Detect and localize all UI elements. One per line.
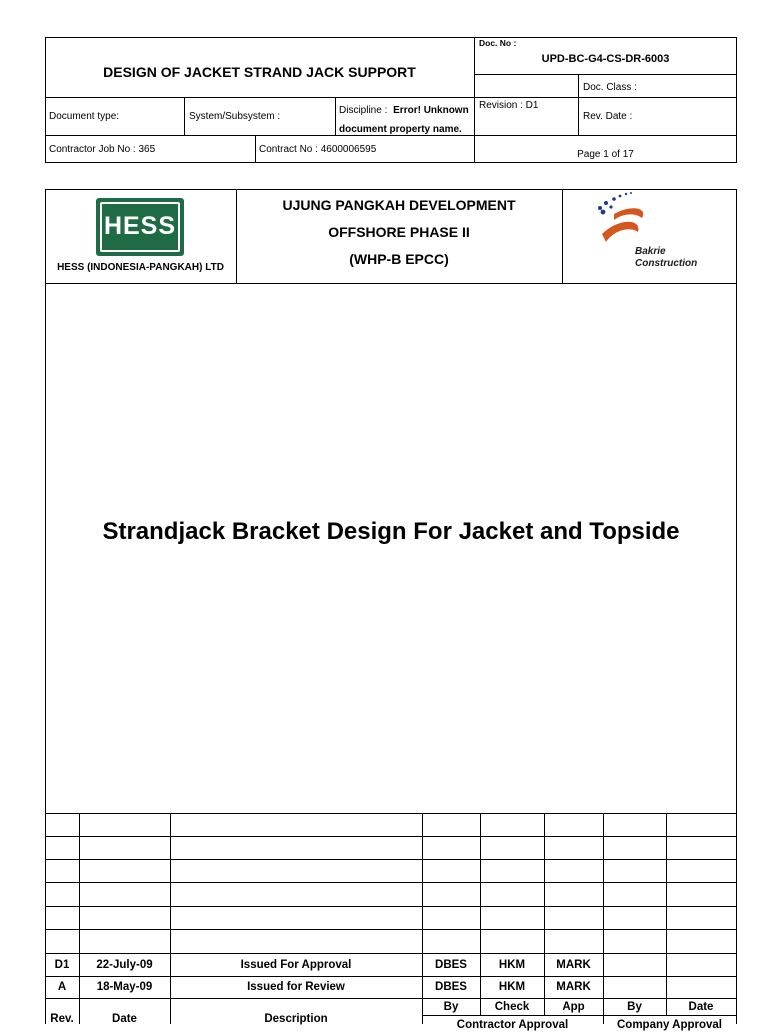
document-type-label: Document type: bbox=[49, 111, 120, 122]
date-cell: 22-July-09 bbox=[96, 958, 153, 971]
discipline-error-line2: document property name. bbox=[339, 124, 462, 135]
description-header: Description bbox=[264, 1013, 328, 1025]
by-cell: DBES bbox=[435, 981, 467, 993]
bakrie-logo-text-line2: Construction bbox=[635, 258, 698, 269]
app-header: App bbox=[562, 1000, 585, 1013]
main-document-title: Strandjack Bracket Design For Jacket and Topside bbox=[102, 518, 680, 545]
project-title-line3: (WHP-B EPCC) bbox=[349, 251, 449, 267]
rev-date-label: Rev. Date : bbox=[583, 111, 633, 122]
doc-no-value: UPD-BC-G4-CS-DR-6003 bbox=[541, 53, 670, 65]
hess-logo bbox=[96, 198, 184, 256]
by-cell: DBES bbox=[435, 958, 467, 971]
discipline-field bbox=[339, 101, 473, 139]
system-subsystem-label: System/Subsystem : bbox=[189, 111, 281, 122]
rev-header: Rev. bbox=[50, 1013, 74, 1025]
rev-cell: A bbox=[57, 981, 67, 993]
check-header: Check bbox=[494, 1000, 530, 1013]
client-name: HESS (INDONESIA-PANGKAH) LTD bbox=[57, 262, 224, 273]
rev-cell: D1 bbox=[54, 958, 70, 971]
app-cell: MARK bbox=[556, 981, 591, 993]
hess-logo-text: HESS bbox=[103, 212, 177, 240]
project-title-line1: UJUNG PANGKAH DEVELOPMENT bbox=[282, 197, 516, 213]
by-header: By bbox=[443, 1000, 459, 1013]
date-cell: 18-May-09 bbox=[96, 981, 153, 993]
bakrie-construction-logo bbox=[592, 190, 712, 254]
app-cell: MARK bbox=[556, 958, 591, 971]
company-date-header: Date bbox=[688, 1000, 714, 1013]
discipline-label: Discipline : bbox=[339, 105, 388, 116]
bakrie-logo-text-line1: Bakrie bbox=[635, 246, 666, 257]
description-cell: Issued for Review bbox=[247, 981, 345, 993]
contract-no: Contract No : 4600006595 bbox=[259, 144, 377, 155]
project-title-line2: OFFSHORE PHASE II bbox=[328, 224, 470, 240]
doc-class-label: Doc. Class : bbox=[583, 82, 637, 93]
description-cell: Issued For Approval bbox=[240, 958, 352, 971]
document-title: DESIGN OF JACKET STRAND JACK SUPPORT bbox=[103, 64, 416, 80]
discipline-error: Error! Unknown bbox=[393, 105, 469, 116]
doc-no-label: Doc. No : bbox=[479, 38, 517, 48]
company-by-header: By bbox=[627, 1000, 642, 1013]
contractor-job-no: Contractor Job No : 365 bbox=[49, 144, 156, 155]
revision-label: Revision : D1 bbox=[479, 100, 539, 111]
contractor-approval-header: Contractor Approval bbox=[456, 1019, 569, 1031]
check-cell: HKM bbox=[498, 981, 526, 993]
company-approval-header: Company Approval bbox=[616, 1019, 722, 1031]
check-cell: HKM bbox=[498, 958, 526, 971]
page-number: Page 1 of 17 bbox=[577, 149, 634, 160]
date-header: Date bbox=[112, 1013, 137, 1025]
